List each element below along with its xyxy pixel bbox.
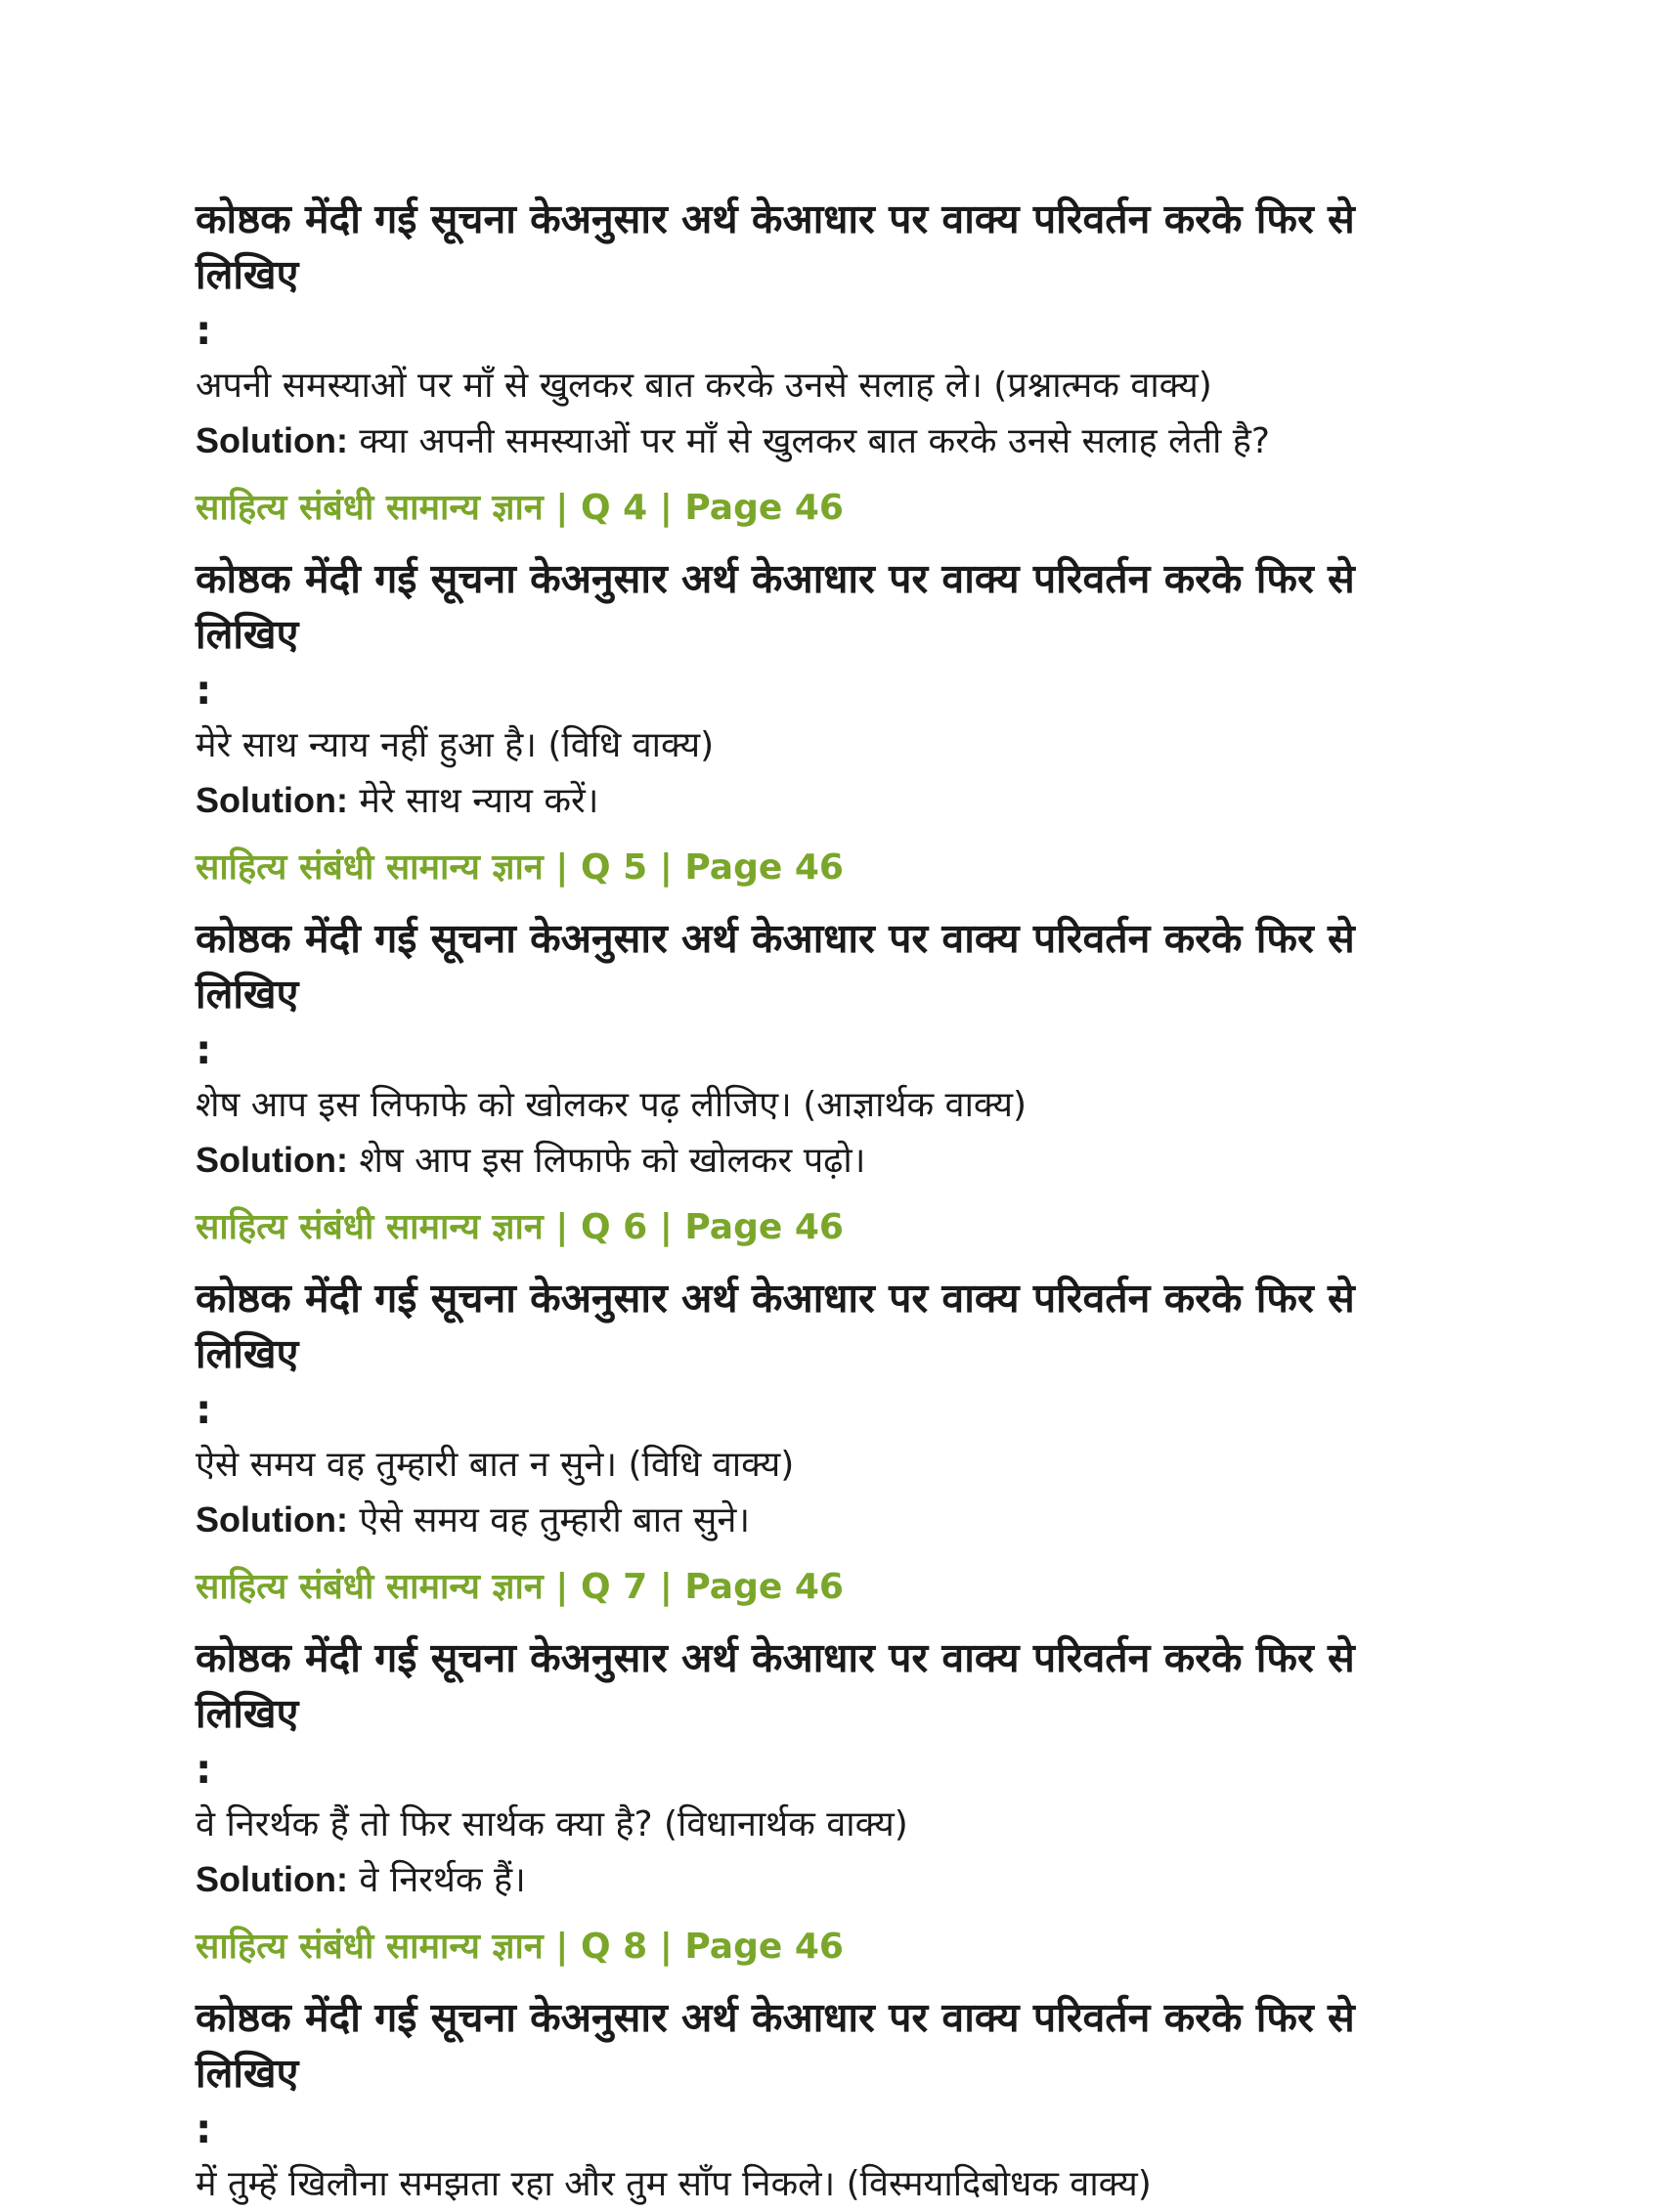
solution-label: Solution: [196,1499,348,1540]
document-page [196,192,1466,2212]
section-header[interactable]: साहित्य संबंधी सामान्य ज्ञान | Q 7 | Page 46 [196,1567,844,1607]
solution-text: शेष आप इस लिफाफे को खोलकर पढ़ो। [359,1141,866,1181]
solution-text: वे निरर्थक हैं। [359,1860,526,1900]
section-header[interactable]: साहित्य संबंधी सामान्य ज्ञान | Q 5 | Page 46 [196,847,844,888]
solution-text: क्या अपनी समस्याओं पर माँ से खुलकर बात करके उनसे सलाह लेती है? [359,421,1271,461]
question-prompt: कोष्ठक मेंदी गई सूचना केअनुसार अर्थ केआधार पर वाक्य परिवर्तन करके फिर से लिखिए [196,1994,1355,2097]
solution-label: Solution: [196,420,348,460]
question-text: ऐसे समय वह तुम्हारी बात न सुने। (विधि वाक्य) [196,1445,795,1485]
question-text: मेरे साथ न्याय नहीं हुआ है। (विधि वाक्य) [196,725,715,765]
question-block [196,192,1466,469]
solution [196,773,1466,829]
solution-text: ऐसे समय वह तुम्हारी बात सुने। [359,1500,750,1540]
question-prompt: कोष्ठक मेंदी गई सूचना केअनुसार अर्थ केआधार पर वाक्य परिवर्तन करके फिर से लिखिए [196,1634,1355,1737]
solution-text: मेरे साथ न्याय करें। [359,781,599,821]
prompt-colon: : [196,1386,212,1433]
solution [196,1493,1466,1548]
question-prompt: कोष्ठक मेंदी गई सूचना केअनुसार अर्थ केआधार पर वाक्य परिवर्तन करके फिर से लिखिए [196,915,1355,1018]
question-block [196,1990,1466,2212]
question-prompt: कोष्ठक मेंदी गई सूचना केअनुसार अर्थ केआधार पर वाक्य परिवर्तन करके फिर से लिखिए [196,555,1355,658]
question-prompt: कोष्ठक मेंदी गई सूचना केअनुसार अर्थ केआधार पर वाक्य परिवर्तन करके फिर से लिखिए [196,195,1355,298]
question-block [196,1271,1466,1548]
prompt-colon: : [196,307,212,354]
question-text: शेष आप इस लिफाफे को खोलकर पढ़ लीजिए। (आज्ञार्थक वाक्य) [196,1085,1028,1125]
prompt-colon: : [196,1026,212,1073]
solution [196,413,1466,469]
solution [196,1852,1466,1908]
question-block [196,1630,1466,1908]
question-text: में तुम्हें खिलौना समझता रहा और तुम साँप निकले। (विस्मयादिबोधक वाक्य) [196,2164,1152,2204]
solution-label: Solution: [196,1859,348,1899]
solution [196,1133,1466,1189]
section-header[interactable]: साहित्य संबंधी सामान्य ज्ञान | Q 8 | Page 46 [196,1927,844,1967]
question-block [196,911,1466,1189]
solution-label: Solution: [196,780,348,820]
prompt-colon: : [196,2105,212,2152]
prompt-colon: : [196,667,212,714]
section-header[interactable]: साहित्य संबंधी सामान्य ज्ञान | Q 4 | Page 46 [196,488,844,528]
section-header[interactable]: साहित्य संबंधी सामान्य ज्ञान | Q 6 | Page 46 [196,1207,844,1247]
question-text: अपनी समस्याओं पर माँ से खुलकर बात करके उनसे सलाह ले। (प्रश्नात्मक वाक्य) [196,366,1212,406]
prompt-colon: : [196,1746,212,1793]
question-text: वे निरर्थक हैं तो फिर सार्थक क्या है? (विधानार्थक वाक्य) [196,1804,908,1844]
solution-label: Solution: [196,1140,348,1180]
question-block [196,551,1466,829]
question-prompt: कोष्ठक मेंदी गई सूचना केअनुसार अर्थ केआधार पर वाक्य परिवर्तन करके फिर से लिखिए [196,1275,1355,1377]
